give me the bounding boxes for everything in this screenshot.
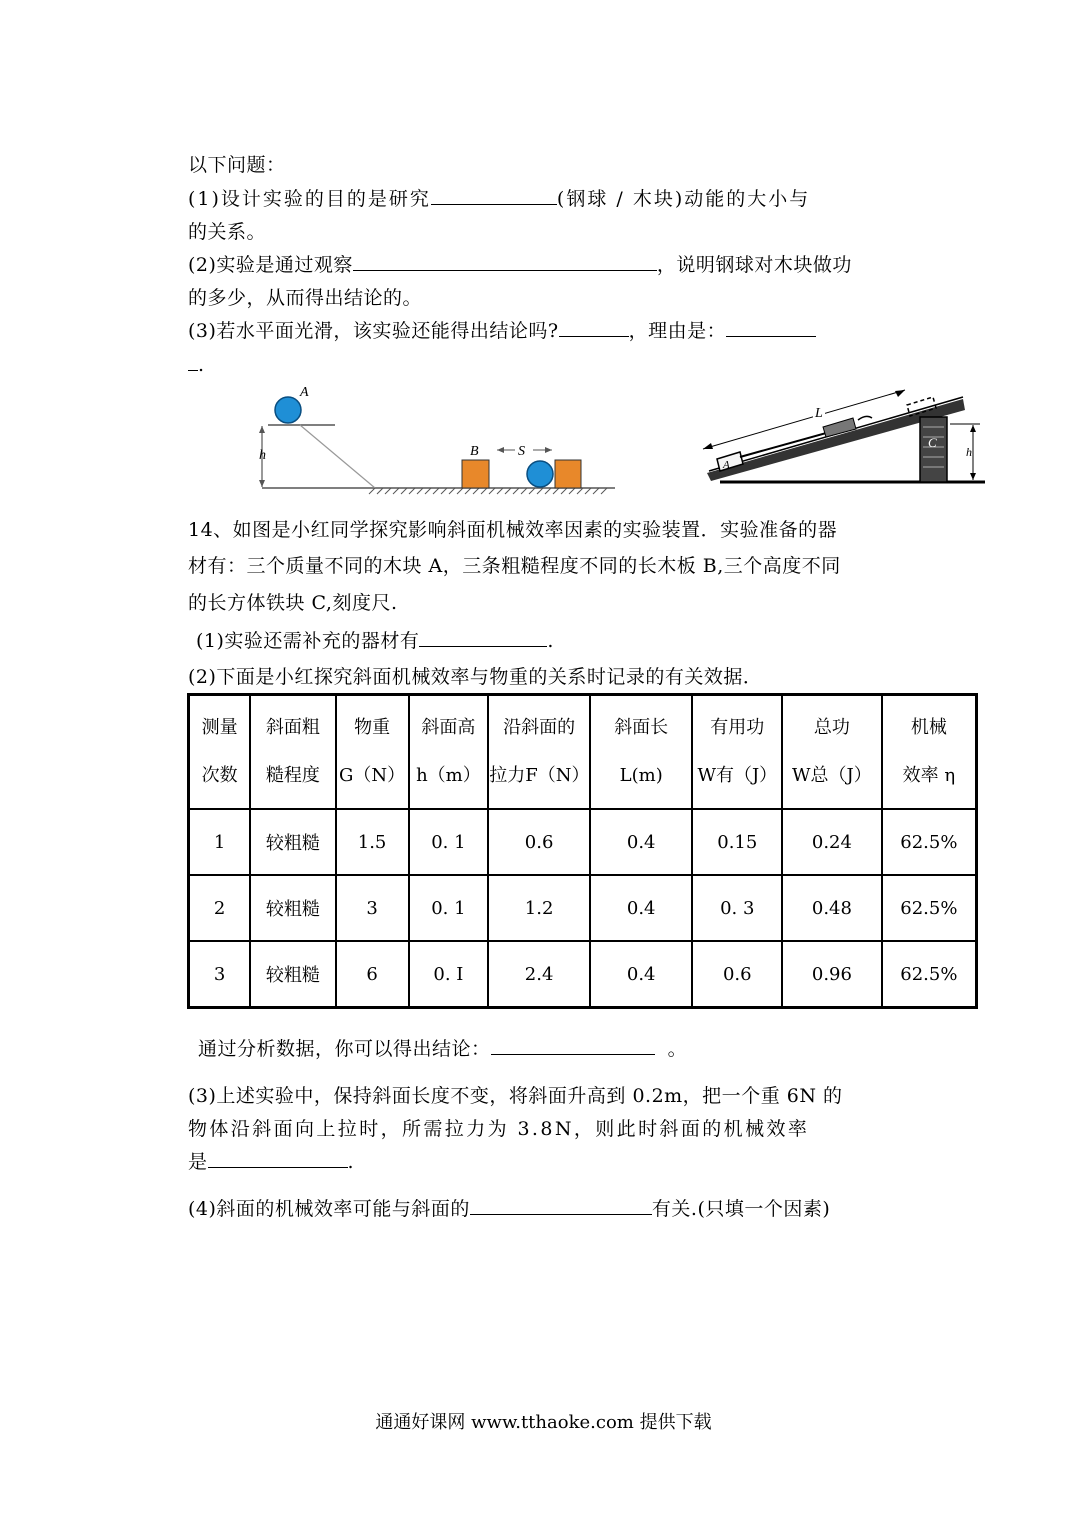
- q14-part1-line: [196, 626, 554, 656]
- q14-part3-text-b: 物体沿斜面向上拉时，所需拉力为 3.8N，则此时斜面的机械效率: [188, 1118, 810, 1140]
- table-cell: 0.6: [488, 809, 590, 875]
- table-cell: 0.96: [782, 941, 882, 1008]
- table-cell: 较粗糙: [250, 941, 335, 1008]
- q13-part1-line1: [188, 184, 810, 214]
- q14-part1-blank[interactable]: [419, 626, 547, 647]
- table-header: 测量 次数: [189, 695, 251, 810]
- q13-part2-text-c: 的多少，从而得出结论的。: [188, 287, 423, 309]
- q14-intro-text1: 14、如图是小红同学探究影响斜面机械效率因素的实验装置．实验准备的器: [188, 519, 838, 541]
- q14-part1-text-b: .: [547, 630, 554, 652]
- block-s: [555, 460, 581, 488]
- q13-part1-text-b: (钢球 / 木块)动能的大小与: [556, 188, 811, 210]
- table-cell: 1: [189, 809, 251, 875]
- q14-intro-text2: 材有：三个质量不同的木块 A，三条粗糙程度不同的长木板 B,三个高度不同: [188, 555, 841, 577]
- table-cell: 0.4: [590, 875, 693, 941]
- q13-part3-line1: [188, 316, 816, 346]
- table-cell: 0.24: [782, 809, 882, 875]
- table-header: 斜面长 L(m): [590, 695, 693, 810]
- table-header: 物重 G（N）: [336, 695, 409, 810]
- q13-part3-blank-reason-cont[interactable]: [188, 350, 198, 371]
- table-cell: 62.5%: [882, 809, 977, 875]
- table-cell: 62.5%: [882, 875, 977, 941]
- q13-part1-text-c: 的关系。: [188, 221, 267, 243]
- q14-part3-line2: [188, 1114, 809, 1144]
- table-cell: 较粗糙: [250, 875, 335, 941]
- table-header: 斜面粗 糙程度: [250, 695, 335, 810]
- table-header: 总功 W总（J）: [782, 695, 882, 810]
- table-cell: 0. 1: [409, 875, 489, 941]
- table-cell: 6: [336, 941, 409, 1008]
- q14-part3-text-c: 是: [188, 1151, 208, 1173]
- intro-label: 以下问题：: [188, 154, 286, 176]
- q14-part2-line: [188, 662, 762, 692]
- q13-part3-blank-reason[interactable]: [726, 316, 816, 337]
- table-cell: 0. I: [409, 941, 489, 1008]
- table-cell: 3: [189, 941, 251, 1008]
- table-cell: 62.5%: [882, 941, 977, 1008]
- table-header: 机械 效率 η: [882, 695, 977, 810]
- q13-part2-text-b: ，说明钢球对木块做功: [656, 254, 852, 276]
- q14-part3-line1: [188, 1081, 842, 1111]
- table-cell: 0. 3: [692, 875, 782, 941]
- inclined-plane-figure: [695, 385, 995, 495]
- block-label-b: B: [470, 444, 479, 459]
- block-label-c: C: [928, 435, 937, 450]
- q13-part1-blank[interactable]: [431, 184, 557, 205]
- q13-part3-line2: [188, 350, 205, 380]
- table-cell: 2.4: [488, 941, 590, 1008]
- q14-conclusion-text-a: 通过分析数据，你可以得出结论：: [198, 1038, 491, 1060]
- ball-a: [275, 397, 301, 423]
- q13-part2-text-a: (2)实验是通过观察: [188, 254, 353, 276]
- q13-part2-blank[interactable]: [353, 250, 657, 271]
- q13-part3-blank-answer[interactable]: [559, 316, 629, 337]
- q13-part1-text-a: (1)设计实验的目的是研究: [188, 188, 431, 210]
- table-row: [189, 941, 977, 1008]
- table-cell: 0.4: [590, 941, 693, 1008]
- table-cell: 0. 1: [409, 809, 489, 875]
- intro-text: [188, 150, 286, 180]
- q14-intro-line1: [188, 515, 837, 545]
- table-cell: 1.5: [336, 809, 409, 875]
- q14-intro-line2: [188, 551, 841, 581]
- q14-intro-line3: [188, 588, 397, 618]
- table-cell: 0.15: [692, 809, 782, 875]
- table-row: [189, 809, 977, 875]
- q14-intro-text3: 的长方体铁块 C,刻度尺.: [188, 592, 398, 614]
- height-label-h: h: [259, 448, 266, 463]
- table-row: [189, 875, 977, 941]
- q14-conclusion-line: [198, 1034, 687, 1064]
- table-cell: 1.2: [488, 875, 590, 941]
- ball-s: [527, 461, 553, 487]
- table-cell: 2: [189, 875, 251, 941]
- q14-part4-text-a: (4)斜面的机械效率可能与斜面的: [188, 1198, 470, 1220]
- q14-part3-line3: [188, 1147, 354, 1177]
- distance-label-s: S: [518, 444, 525, 459]
- table-cell: 0.48: [782, 875, 882, 941]
- q14-part1-text-a: (1)实验还需补充的器材有: [196, 630, 420, 652]
- table-header: 有用功 W有（J）: [692, 695, 782, 810]
- table-header: 沿斜面的 拉力F（N）: [488, 695, 590, 810]
- q14-part2-text: (2)下面是小红探究斜面机械效率与物重的关系时记录的有关效据．: [188, 666, 763, 688]
- table-cell: 3: [336, 875, 409, 941]
- block-label-a: A: [723, 459, 730, 471]
- table-cell: 0.6: [692, 941, 782, 1008]
- block-b: [462, 460, 489, 488]
- table-header-row: [189, 695, 977, 810]
- q14-conclusion-blank[interactable]: [491, 1034, 655, 1055]
- q13-part2-line2: [188, 283, 422, 313]
- height-label-h-right: h: [966, 445, 972, 459]
- q13-part3-text-a: (3)若水平面光滑，该实验还能得出结论吗?: [188, 320, 559, 342]
- q13-part3-text-b: ，理由是：: [628, 320, 727, 342]
- q14-part3-blank[interactable]: [208, 1147, 348, 1168]
- q14-part4-blank[interactable]: [470, 1194, 652, 1215]
- q13-part2-line1: [188, 250, 852, 280]
- q13-part3-text-c: .: [198, 354, 205, 376]
- table-header: 斜面高 h（m）: [409, 695, 489, 810]
- q14-part3-text-a: (3)上述实验中，保持斜面长度不变，将斜面升高到 0.2m，把一个重 6N 的: [188, 1085, 843, 1107]
- q14-part4-text-b: 有关.(只填一个因素): [651, 1198, 831, 1220]
- q14-part4-line: [188, 1194, 830, 1224]
- q14-conclusion-text-b: 。: [667, 1038, 688, 1060]
- ramp-experiment-figure: [250, 382, 620, 502]
- table-cell: 0.4: [590, 809, 693, 875]
- q13-part1-line2: [188, 217, 266, 247]
- length-label-l: L: [815, 406, 823, 421]
- incline-efficiency-table: [187, 693, 978, 1009]
- ball-label-a: A: [300, 385, 309, 400]
- table-cell: 较粗糙: [250, 809, 335, 875]
- q14-part3-text-d: .: [347, 1151, 355, 1173]
- page-footer: 通通好课网 www.tthaoke.com 提供下载: [375, 1412, 712, 1433]
